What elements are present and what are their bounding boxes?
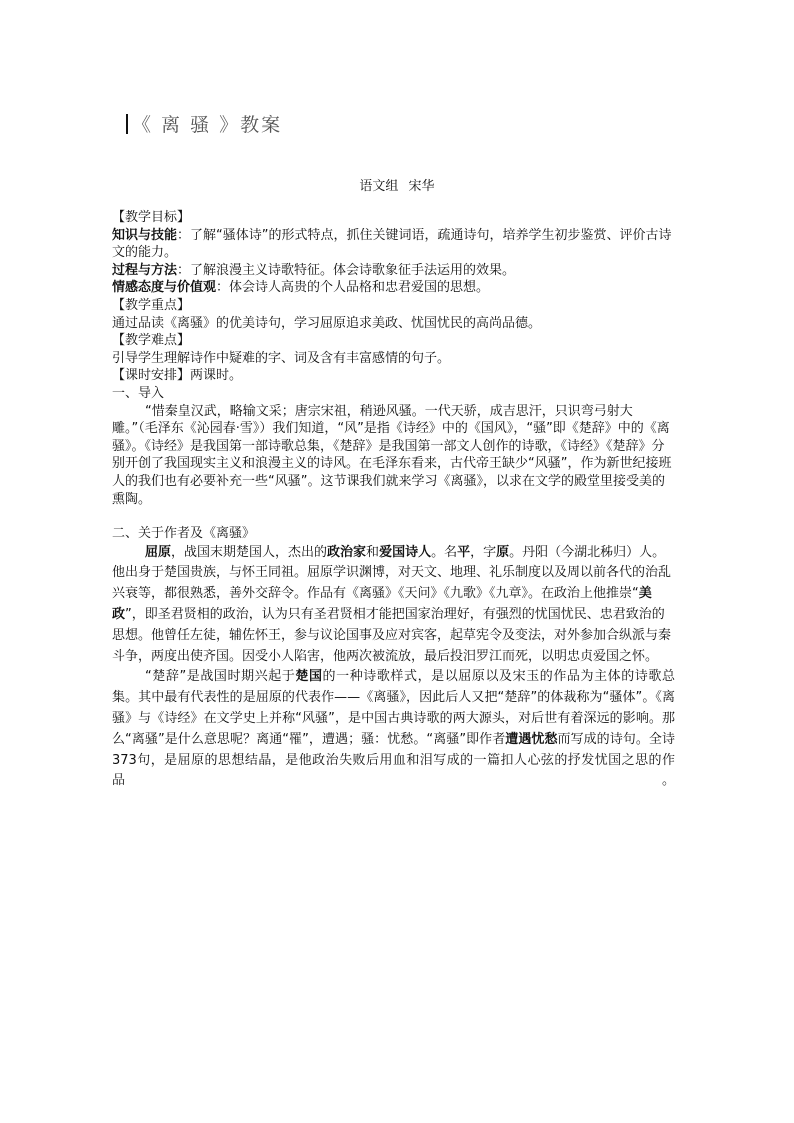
emotion-label: 情感态度与价值观: [112, 280, 217, 296]
title-text: 《 离 骚 》教案: [132, 114, 283, 136]
objective-emotion: [112, 279, 675, 297]
p1-text-d: ，字: [470, 544, 497, 560]
section2-paragraph-2: [112, 667, 675, 792]
section2-heading: 二、关于作者及《离骚》: [112, 526, 256, 542]
document-body: [112, 209, 675, 792]
process-text: ：了解浪漫主义诗歌特征。体会诗歌象征手法运用的效果。: [177, 262, 516, 278]
knowledge-text: ：了解“骚体诗”的形式特点，抓住关键词语，疏通诗句，培养学生初步鉴赏、评价古诗文的能力。: [112, 227, 672, 261]
key-points-heading: 【教学重点】: [112, 297, 191, 313]
p1-bold-meizheng: 美政: [112, 586, 652, 623]
objective-knowledge: [112, 227, 675, 262]
p1-text-a: ，战国末期楚国人，杰出的: [171, 544, 328, 560]
p1-bold-poet: 爱国诗人: [379, 544, 432, 560]
p1-bold-quyuan: 屈原: [145, 544, 172, 560]
p1-text-f: ”，即圣君贤相的政治，认为只有圣君贤相才能把国家治理好，有强烈的忧国忧民、忠君致治的思想。他曾任左徒，辅佐怀王，参与议论国事及应对宾客，起草宪令及变法，对外参加合纵派与秦斗争，两度出使齐国。因受小人陷害，他两次被流放，最后投汨罗江而死，以明忠贞爱国之怀。: [112, 607, 672, 664]
process-label: 过程与方法: [112, 262, 178, 278]
section1-heading: 一、导入: [112, 385, 165, 401]
difficulties-heading: 【教学难点】: [112, 333, 191, 349]
p2-bold-chuguo: 楚国: [295, 669, 323, 685]
author-line: 语文组 宋华: [359, 179, 435, 194]
paragraph-gap: [112, 508, 675, 525]
p1-bold-statesman: 政治家: [327, 544, 367, 560]
p2-bold-zaoyu: 遭遇忧愁: [505, 731, 558, 747]
key-points-text: 通过品读《离骚》的优美诗句，学习屈原追求美政、忧国忧民的高尚品德。: [112, 315, 542, 331]
knowledge-label: 知识与技能: [112, 227, 178, 243]
p1-bold-ping: 平: [457, 544, 471, 560]
text-cursor: [126, 114, 128, 134]
p1-text-b: 和: [366, 544, 380, 560]
section1-paragraph: “惜秦皇汉武，略输文采；唐宗宋祖，稍逊风骚。一代天骄，成吉思汗，只识弯弓射大雕。”（毛泽东《沁园春·雪》）我们知道，“风”是指《诗经》中的《国风》，“骚”即《楚辞》中的《离骚》。《诗经》是我国第一部诗歌总集，《楚辞》是我国第一部文人创作的诗歌，《诗经》《楚辞》分别开创了我国现实主义和浪漫主义的诗风。在毛泽东看来，古代帝王缺少“风骚”，作为新世纪接班人的我们也有必要补充一些“风骚”。这节课我们就来学习《离骚》，以求在文学的殿堂里接受美的熏陶。: [112, 403, 672, 507]
objective-process: [112, 262, 675, 280]
p1-bold-yuan: 原: [496, 544, 510, 560]
p2-text-b: 的一种诗歌样式，是以屈原以及宋玉的作品为主体的诗歌总集。其中最有代表性的是屈原的代表作——《离骚》，因此后人又把“楚辞”的体裁称为“骚体”。《离骚》与《诗经》在文学史上并称“风骚”，是中国古典诗歌的两大源头，对后世有着深远的影响。那么“离骚”是什么意思呢？离通“罹”，遭遇；骚：忧愁。“离骚”即作者: [112, 669, 675, 747]
document-title: [126, 110, 282, 137]
schedule-line: [112, 367, 675, 385]
difficulties-text: 引导学生理解诗作中疑难的字、词及含有丰富感情的句子。: [112, 350, 451, 366]
schedule-heading: 【课时安排】: [112, 368, 191, 384]
section2-paragraph-1: [112, 543, 675, 668]
objectives-heading: 【教学目标】: [112, 210, 191, 225]
p2-text-a: “楚辞”是战国时期兴起于: [145, 669, 296, 685]
p2-text-c: 而写成的诗句。全诗373句，是屈原的思想结晶，是他政治失败后用血和泪写成的一篇扣人心弦的抒发忧国之思的作品。: [112, 731, 675, 789]
schedule-text: 两课时。: [190, 368, 243, 384]
emotion-text: ：体会诗人高贵的个人品格和忠君爱国的思想。: [216, 280, 490, 296]
p1-text-c: 。名: [431, 544, 458, 560]
p1-text-e: 。丹阳（今湖北秭归）人。他出身于楚国贵族，与怀王同祖。屈原学识渊博，对天文、地理、礼乐制度以及周以前各代的治乱兴衰等，都很熟悉，善外交辞令。作品有《离骚》《天问》《九歌》《九章》。在政治上他推崇“: [112, 544, 672, 602]
